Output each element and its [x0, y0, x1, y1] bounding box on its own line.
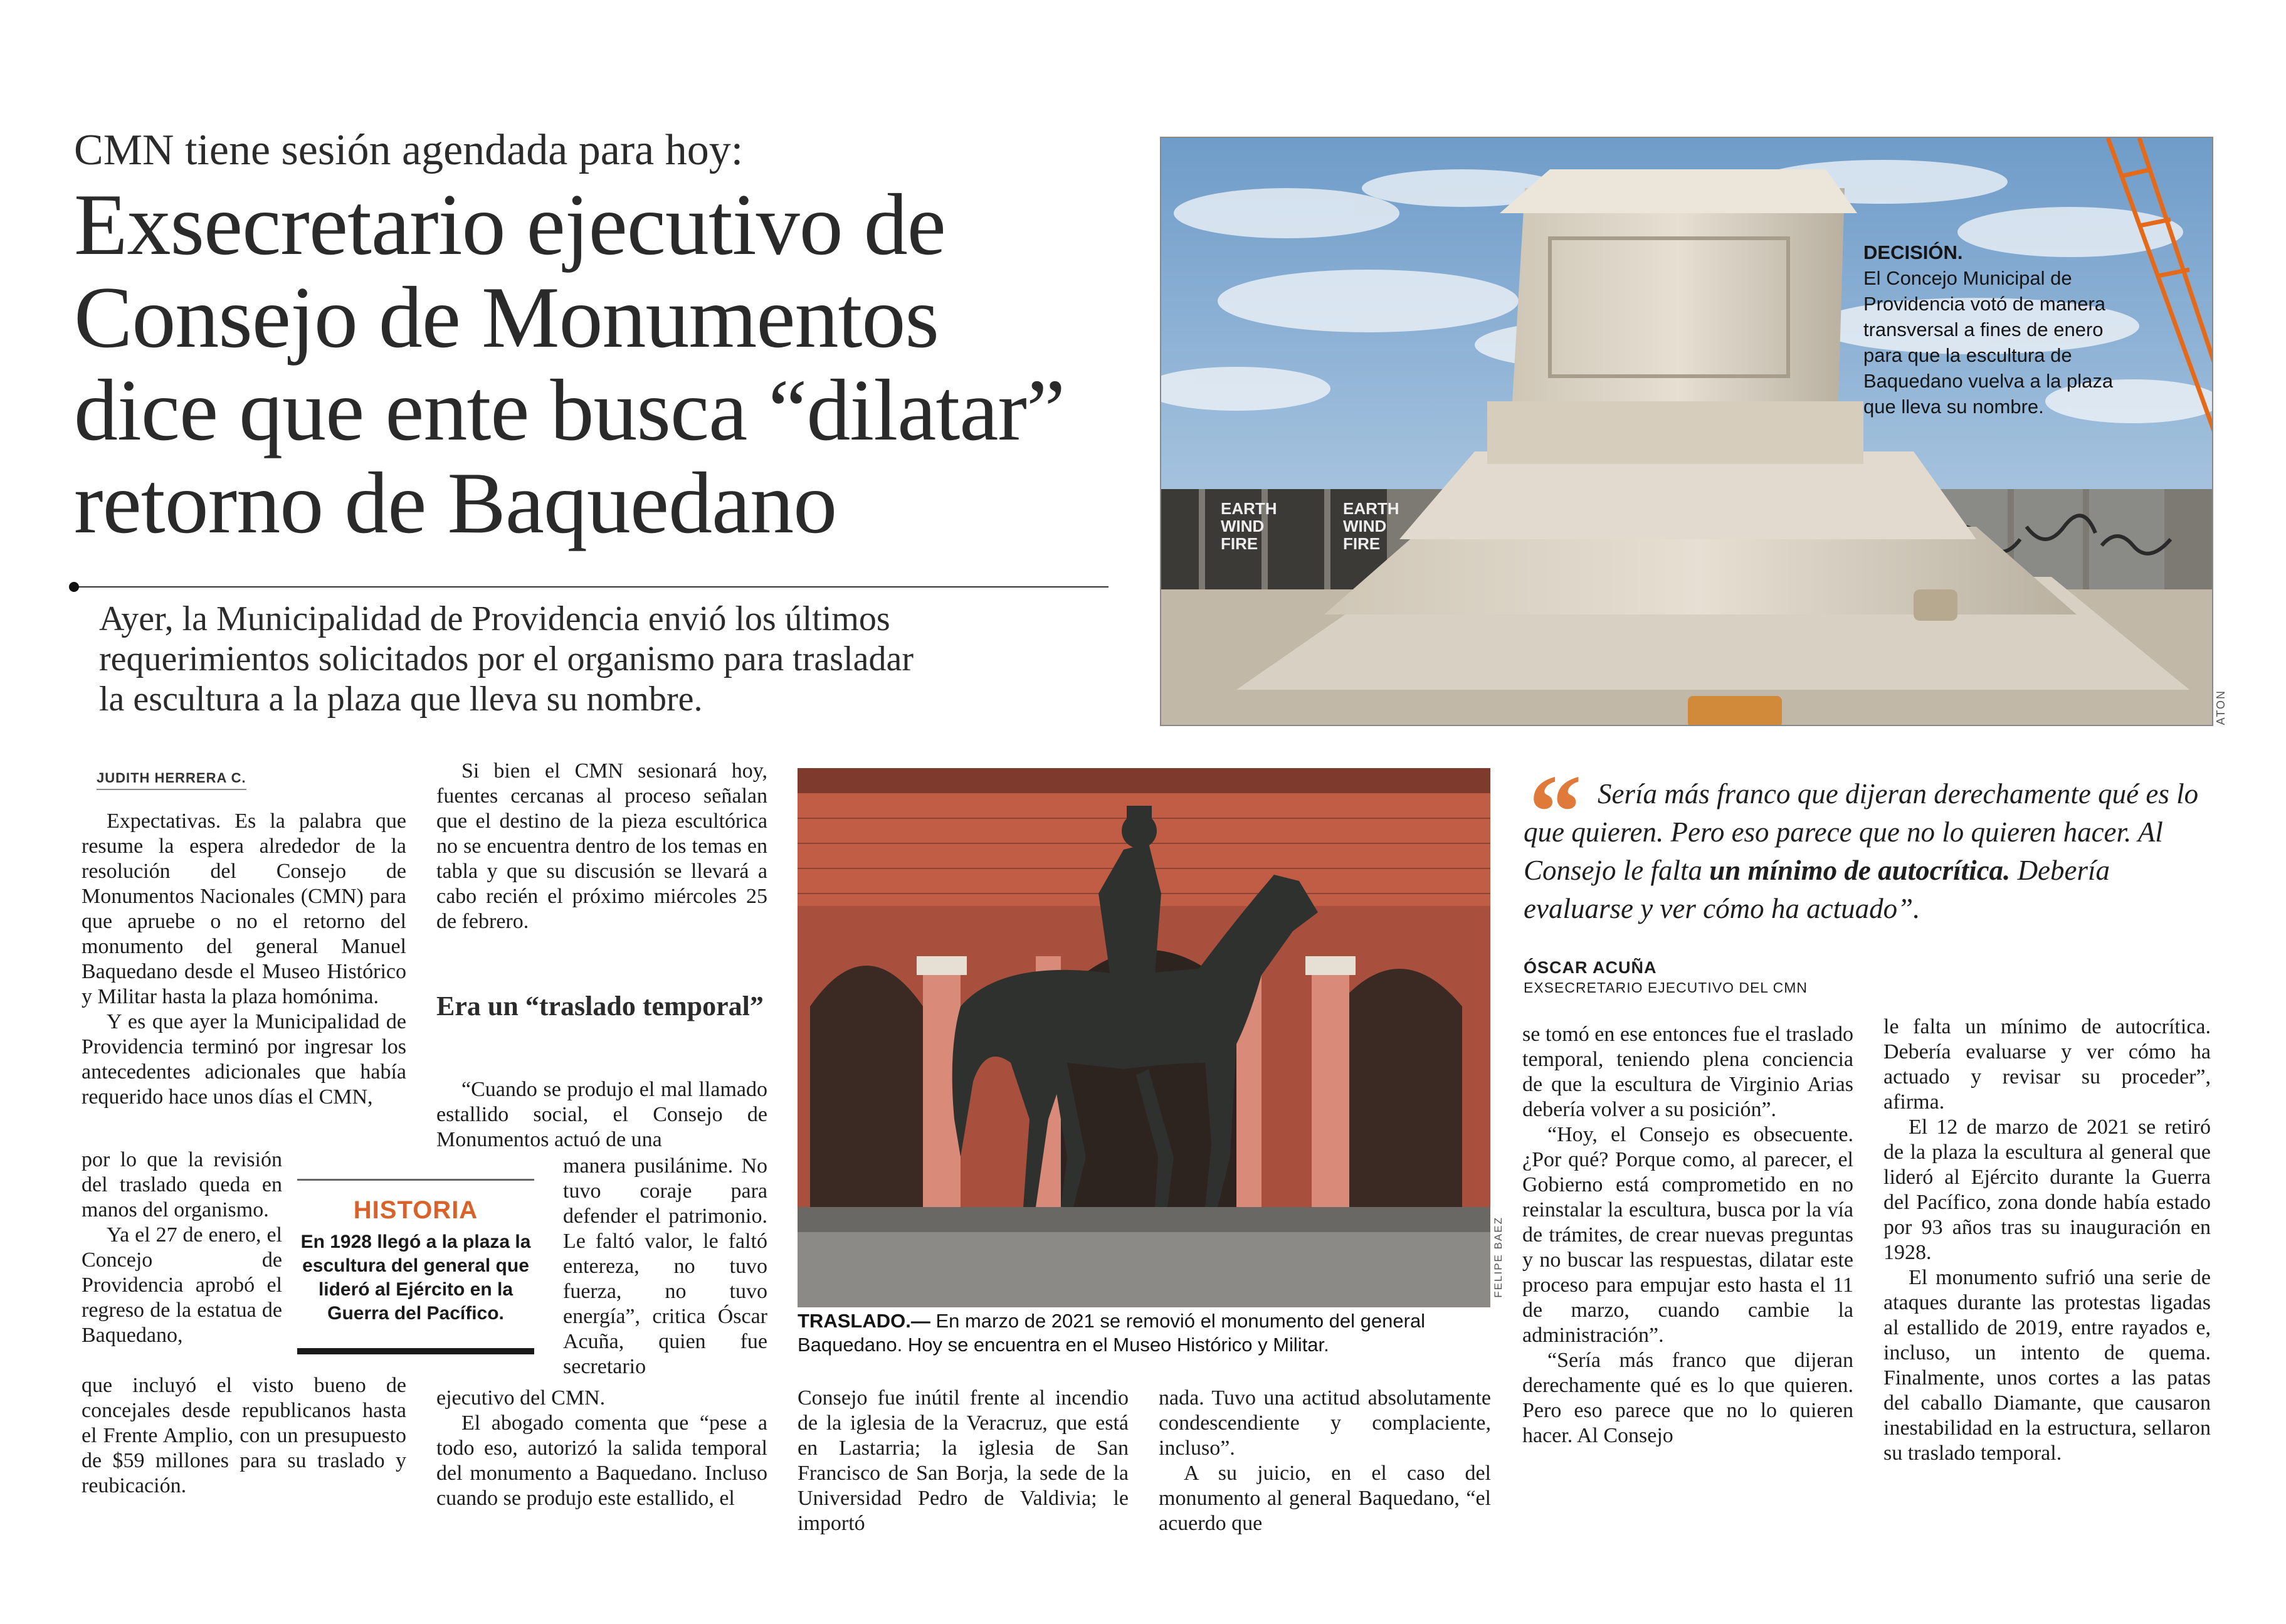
body-paragraph: A su juicio, en el caso del monumento al general Baquedano, “el acuerdo que [1159, 1462, 1491, 1535]
body-paragraph: le falta un mínimo de autocrítica. Debería evaluarse y ver cómo ha actuado y revisar su proceder”, afirma. [1883, 1015, 2211, 1114]
headline-line: Consejo de Monumentos [74, 269, 939, 366]
graffiti-text: WIND [1343, 517, 1387, 535]
headline-line: Exsecretario ejecutivo de [74, 176, 945, 273]
body-column-4 [1159, 1386, 1491, 1536]
graffiti-text: FIRE [1343, 534, 1381, 553]
body-column-3 [798, 1386, 1129, 1536]
body-column-5 [1522, 1022, 1853, 1448]
quote-attribution-role: EXSECRETARIO EJECUTIVO DEL CMN [1524, 979, 1808, 996]
graffiti-text: FIRE [1221, 534, 1258, 553]
headline [74, 176, 1177, 552]
body-column-1 [82, 809, 406, 1110]
body-paragraph: El abogado comenta que “pese a todo eso, autorizó la salida temporal del monumento a Baquedano. Incluso cuando se produjo este estallido, el [436, 1411, 767, 1510]
dek-line: Ayer, la Municipalidad de Providencia envió los últimos [99, 599, 890, 638]
quote-attribution-name: ÓSCAR ACUÑA [1524, 958, 1657, 977]
body-paragraph: manera pusilánime. No tuvo coraje para defender el patrimonio. Le faltó valor, le faltó entereza, no tuvo fuerza, no tuvo energía”, critica Óscar Acuña, quien fue secretario [563, 1154, 767, 1378]
dek [99, 599, 1115, 719]
sidebar-bottom-bar [297, 1348, 534, 1354]
byline: JUDITH HERRERA C. [97, 770, 246, 790]
body-column-2 [436, 759, 767, 934]
subheading: Era un “traslado temporal” [436, 991, 764, 1021]
statue-photo [798, 768, 1490, 1307]
sidebar-title: HISTORIA [353, 1196, 478, 1224]
body-column-2-wrap [563, 1154, 767, 1379]
body-column-1-end [82, 1373, 406, 1499]
graffiti-text: WIND [1221, 517, 1265, 535]
caption-label: TRASLADO.— [798, 1310, 930, 1332]
sidebar-text: En 1928 llegó a la plaza la escultura del general que lideró al Ejército en la Guerra del Pacífico. [300, 1231, 531, 1324]
body-column-1-wrap [82, 1147, 282, 1348]
body-paragraph: nada. Tuvo una actitud absolutamente condescendiente y complaciente, incluso”. [1159, 1386, 1491, 1460]
graffiti-text: EARTH [1221, 499, 1277, 518]
body-paragraph: por lo que la revisión del traslado queda en manos del organismo. [82, 1148, 282, 1221]
dek-line: la escultura a la plaza que lleva su nombre. [99, 680, 703, 719]
body-paragraph: que incluyó el visto bueno de concejales desde republicanos hasta el Frente Amplio, con un presupuesto de $59 millones para su traslado y reubicación. [82, 1374, 406, 1497]
dek-divider [74, 586, 1109, 588]
pedestal-photo [1160, 137, 2213, 726]
statue-photo-caption [798, 1309, 1490, 1357]
body-column-2-mid [436, 1077, 767, 1152]
body-column-2-end [436, 1386, 767, 1511]
headline-line: dice que ente busca “dilatar” [74, 362, 1065, 459]
caption-text: El Concejo Municipal de Providencia votó de manera transversal a fines de enero para que la escultura de Baquedano vuelva a la plaza que lleva su nombre. [1863, 267, 2114, 418]
body-paragraph: Consejo fue inútil frente al incendio de la iglesia de la Veracruz, que está en Lastarria; la iglesia de San Francisco de San Borja, la sede de la Universidad Pedro de Valdivia; le importó [798, 1386, 1129, 1535]
body-paragraph: Expectativas. Es la palabra que resume la espera alrededor de la resolución del Consejo de Monumentos Nacionales (CMN) para que apruebe o no el retorno del monumento del general Manuel Baquedano desde el Museo Histórico y Militar hasta la plaza homónima. [82, 809, 406, 1008]
body-paragraph: ejecutivo del CMN. [436, 1386, 606, 1410]
quote-text: Sería más franco que dijeran derechamente qué es lo que quieren. Pero eso parece que no lo quieren hacer. Al Consejo le falta [1524, 778, 2199, 886]
body-paragraph: Ya el 27 de enero, el Concejo de Providencia aprobó el regreso de la estatua de Baquedano, [82, 1223, 282, 1347]
body-paragraph: “Cuando se produjo el mal llamado estallido social, el Consejo de Monumentos actuó de una [436, 1078, 767, 1151]
quote-text: Debería evaluarse y ver cómo ha actuado”. [1524, 855, 2110, 924]
body-paragraph: Y es que ayer la Municipalidad de Providencia terminó por ingresar los antecedentes adicionales que había requerido hace unos días el CMN, [82, 1010, 406, 1109]
dek-line: requerimientos solicitados por el organismo para trasladar [99, 640, 914, 678]
caption-text: En marzo de 2021 se removió el monumento del general Baquedano. Hoy se encuentra en el Museo Histórico y Militar. [798, 1310, 1426, 1356]
headline-line: retorno de Baquedano [74, 455, 837, 552]
body-paragraph: “Hoy, el Consejo es obsecuente. ¿Por qué? Porque como, al parecer, el Gobierno está comprometido en no reinstalar la escultura, busca por la vía de trámites, de crear nuevas preguntas y no buscar las respuestas, dilatar este proceso para empujar esto hasta el 11 de marzo, cuando cambie la administración”. [1522, 1123, 1853, 1347]
kicker: CMN tiene sesión agendada para hoy: [74, 126, 744, 174]
graffiti-text: EARTH [1343, 499, 1399, 518]
photo-credit: ATON [2215, 690, 2227, 725]
pedestal-photo-caption [1863, 240, 2133, 419]
body-paragraph: se tomó en ese entonces fue el traslado temporal, teniendo plena conciencia de que la escultura de Virginio Arias debería volver a su posición”. [1522, 1023, 1853, 1121]
body-paragraph: Si bien el CMN sesionará hoy, fuentes cercanas al proceso señalan que el destino de la pieza escultórica no se encuentra dentro de los temas en tabla y que su discusión se llevará a cabo recién el próximo miércoles 25 de febrero. [436, 759, 767, 933]
body-paragraph: El 12 de marzo de 2021 se retiró de la plaza la escultura al general que lideró al Ejército durante la Guerra del Pacífico, zona donde había estado por 93 años tras su inauguración en 1928. [1883, 1115, 2211, 1264]
sidebar-rule [297, 1179, 534, 1181]
body-paragraph: “Sería más franco que dijeran derechamente qué es lo que quieren. Pero eso parece que no lo quieren hacer. Al Consejo [1522, 1349, 1853, 1447]
divider-dot-icon [69, 582, 79, 592]
body-column-6 [1883, 1015, 2211, 1466]
body-paragraph: El monumento sufrió una serie de ataques durante las protestas ligadas al estallido de 2019, entre rayados e, incluso, un intento de quema. Finalmente, unos cortes a las patas del caballo Diamante, que causaron inestabilidad en la estructura, sellaron su traslado temporal. [1883, 1266, 2211, 1465]
photo-credit: FELIPE BAEZ [1492, 1216, 1504, 1298]
caption-label: DECISIÓN. [1863, 241, 1963, 263]
quote-mark-icon: “ [1529, 753, 1582, 871]
pull-quote [1524, 775, 2201, 928]
quote-emphasis: un mínimo de autocrítica. [1709, 855, 2011, 886]
